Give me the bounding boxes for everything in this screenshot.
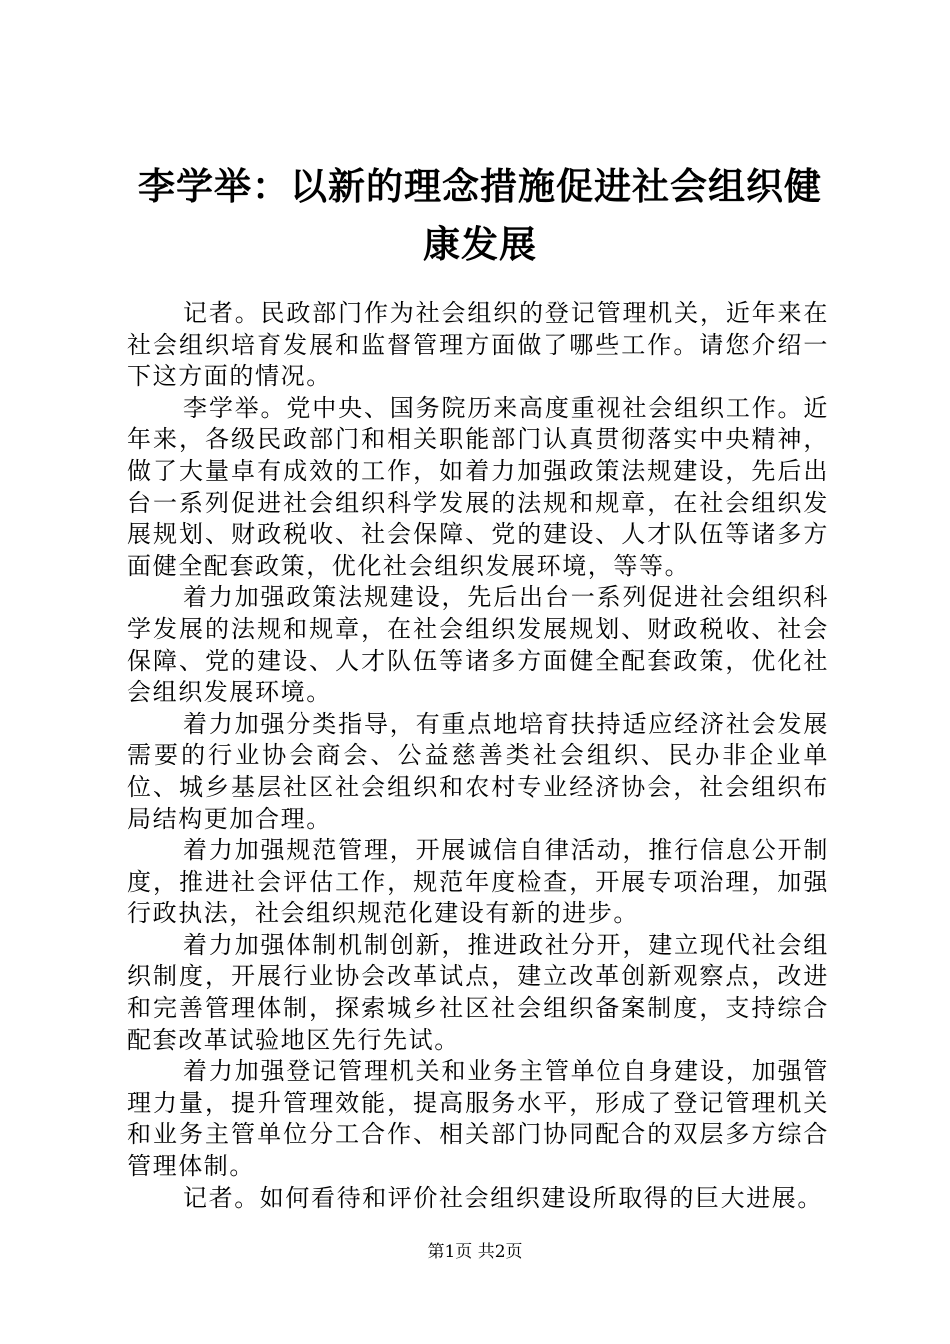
- paragraph-6: 着力加强体制机制创新，推进政社分开，建立现代社会组织制度，开展行业协会改革试点，建立改革创新观察点，改进和完善管理体制，探索城乡社区社会组织备案制度，支持综合配套改革试验地区先行先试。: [127, 930, 829, 1054]
- paragraph-3: 着力加强政策法规建设，先后出台一系列促进社会组织科学发展的法规和规章，在社会组织发展规划、财政税收、社会保障、党的建设、人才队伍等诸多方面健全配套政策，优化社会组织发展环境。: [127, 583, 829, 707]
- paragraph-8: 记者。如何看待和评价社会组织建设所取得的巨大进展。: [183, 1183, 823, 1212]
- paragraph-5: 着力加强规范管理，开展诚信自律活动，推行信息公开制度，推进社会评估工作，规范年度检查，开展专项治理，加强行政执法，社会组织规范化建设有新的进步。: [127, 836, 829, 928]
- paragraph-2: 李学举。党中央、国务院历来高度重视社会组织工作。近年来，各级民政部门和相关职能部门认真贯彻落实中央精神，做了大量卓有成效的工作，如着力加强政策法规建设，先后出台一系列促进社会组织科学发展的法规和规章，在社会组织发展规划、财政税收、社会保障、党的建设、人才队伍等诸多方面健全配套政策，优化社会组织发展环境，等等。: [127, 393, 829, 580]
- document-title: 李学举：以新的理念措施促进社会组织健康发展: [138, 165, 822, 266]
- document-body: [127, 298, 829, 1214]
- paragraph-4: 着力加强分类指导，有重点地培育扶持适应经济社会发展需要的行业协会商会、公益慈善类社会组织、民办非企业单位、城乡基层社区社会组织和农村专业经济协会，社会组织布局结构更加合理。: [127, 709, 829, 833]
- page-number-footer: 第1页 共2页: [427, 1242, 523, 1262]
- paragraph-1: 记者。民政部门作为社会组织的登记管理机关，近年来在社会组织培育发展和监督管理方面做了哪些工作。请您介绍一下这方面的情况。: [127, 299, 829, 391]
- paragraph-7: 着力加强登记管理机关和业务主管单位自身建设，加强管理力量，提升管理效能，提高服务水平，形成了登记管理机关和业务主管单位分工合作、相关部门协同配合的双层多方综合管理体制。: [127, 1057, 829, 1181]
